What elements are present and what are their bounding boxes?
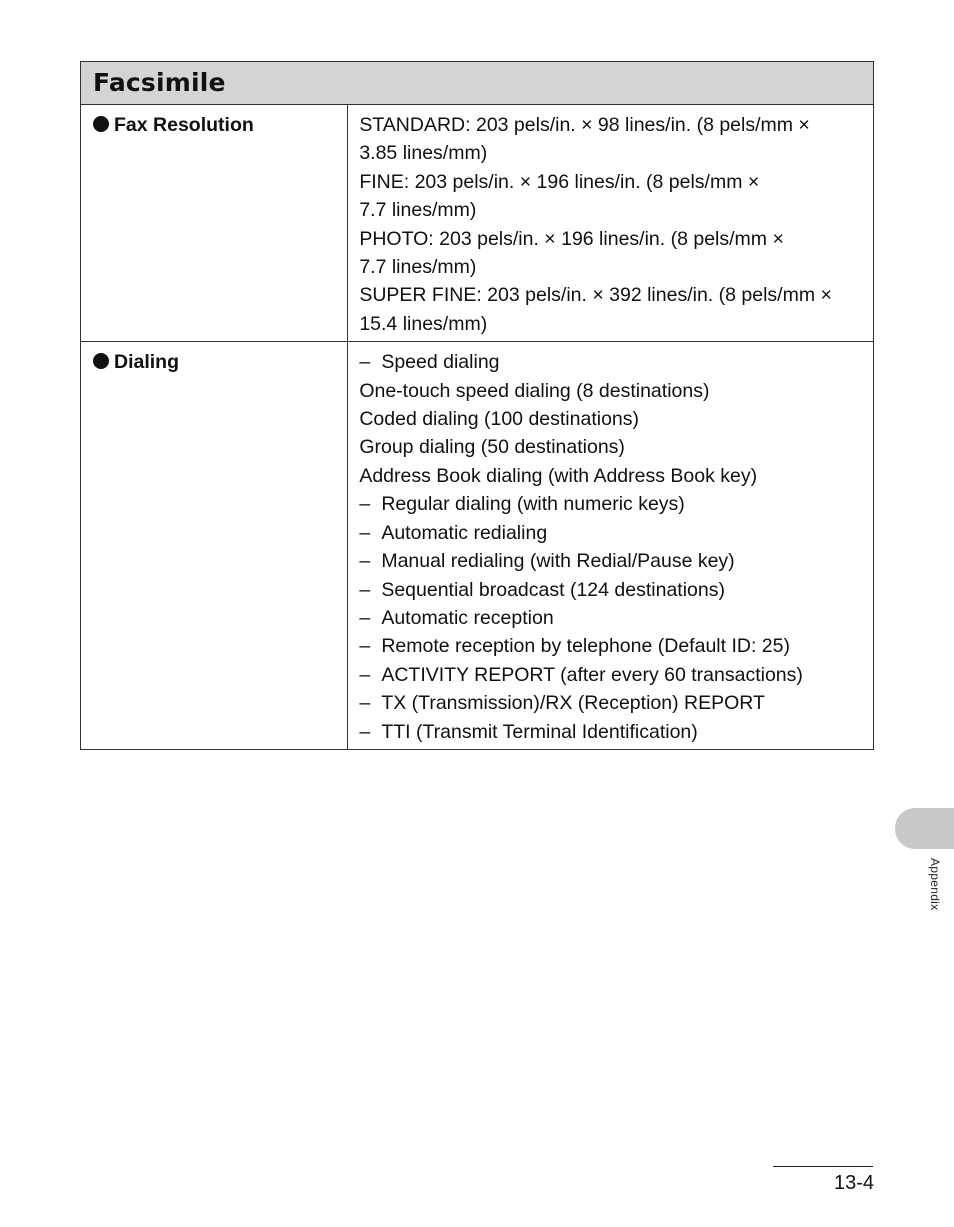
side-tab <box>895 808 954 849</box>
spec-table <box>80 61 874 750</box>
dash-marker: – <box>359 550 371 573</box>
dash-marker: – <box>359 692 371 715</box>
value-line: STANDARD: 203 pels/in. × 98 lines/in. (8 pels/mm × <box>359 114 810 136</box>
table-row <box>81 342 874 750</box>
list-item: – ACTIVITY REPORT (after every 60 transactions) <box>359 661 862 689</box>
list-item: – TX (Transmission)/RX (Reception) REPORT <box>359 689 862 717</box>
dash-marker: – <box>359 606 371 629</box>
list-item: – Automatic redialing <box>359 519 862 547</box>
value-line: 3.85 lines/mm) <box>359 142 488 165</box>
list-item: – Regular dialing (with numeric keys) <box>359 490 862 518</box>
page-number: 13-4 <box>833 1172 874 1194</box>
table-row <box>81 105 874 342</box>
list-item: – Sequential broadcast (124 destinations) <box>359 576 862 604</box>
list-item: – Remote reception by telephone (Default ID: 25) <box>359 632 862 660</box>
list-item: One-touch speed dialing (8 destinations) <box>359 379 710 402</box>
list-item: – Speed dialing <box>359 348 862 376</box>
value-line: 7.7 lines/mm) <box>359 256 477 279</box>
list-item: – Manual redialing (with Redial/Pause key) <box>359 547 862 575</box>
row-label-cell <box>81 105 348 342</box>
row-label-cell <box>81 342 348 750</box>
list-item: – TTI (Transmit Terminal Identification) <box>359 718 862 746</box>
dash-marker: – <box>359 351 371 374</box>
bullet-icon <box>93 116 109 132</box>
value-line: SUPER FINE: 203 pels/in. × 392 lines/in. (8 pels/mm × <box>359 284 832 307</box>
list-item: Coded dialing (100 destinations) <box>359 408 640 431</box>
bullet-icon <box>93 353 109 369</box>
value-line: 15.4 lines/mm) <box>359 312 488 335</box>
side-tab-label: Appendix <box>928 858 942 911</box>
value-line: PHOTO: 203 pels/in. × 196 lines/in. (8 pels/mm × <box>359 227 784 250</box>
footer-divider <box>773 1166 873 1167</box>
row-label: Fax Resolution <box>114 114 254 136</box>
section-header-row <box>81 62 874 105</box>
dash-marker: – <box>359 578 371 601</box>
section-title: Facsimile <box>81 62 874 105</box>
list-item: Address Book dialing (with Address Book key) <box>359 464 758 487</box>
list-item: Group dialing (50 destinations) <box>359 436 625 459</box>
dash-marker: – <box>359 720 371 743</box>
dash-marker: – <box>359 663 371 686</box>
row-value-cell <box>348 105 874 342</box>
row-value-cell <box>348 342 874 750</box>
value-line: 7.7 lines/mm) <box>359 199 477 222</box>
row-label: Dialing <box>114 351 180 374</box>
dash-marker: – <box>359 521 371 544</box>
value-line: FINE: 203 pels/in. × 196 lines/in. (8 pels/mm × <box>359 170 760 193</box>
list-item: – Automatic reception <box>359 604 862 632</box>
dash-marker: – <box>359 493 371 516</box>
dash-marker: – <box>359 635 371 658</box>
